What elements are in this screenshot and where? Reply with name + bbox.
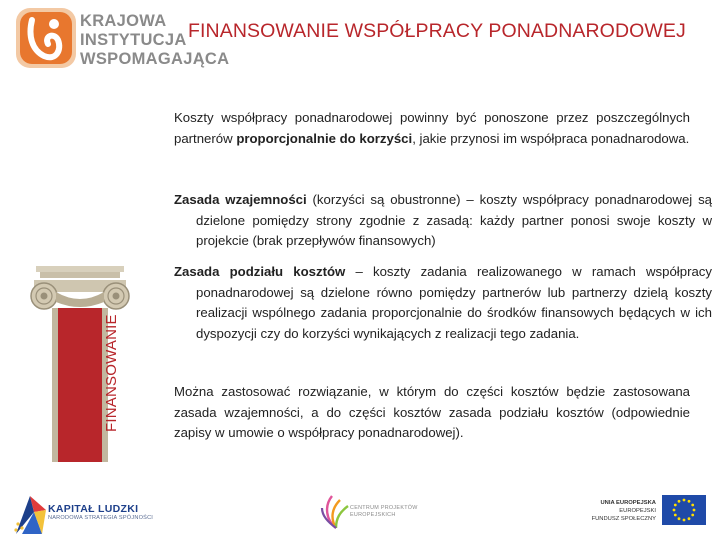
logo-line: WSPOMAGAJĄCA (80, 50, 230, 68)
eu-line: EUROPEJSKI (619, 508, 656, 514)
paragraph-text: Można zastosować rozwiązanie, w którym do części kosztów będzie zastosowana zasada wzajemności, a do części kosztów zasada podziału kosztów (odpowiednie zapisy w umowie o współpracy ponadnarodowej). (174, 384, 690, 440)
paragraph-text: Koszty współpracy ponadnarodowej powinny być ponoszone przez poszczególnych partnerów (174, 110, 690, 146)
paragraph-cost-proportional (174, 108, 690, 149)
paragraph-emphasis: Zasada podziału kosztów (174, 264, 346, 279)
vertical-section-label: FINANSOWANIE (103, 314, 120, 432)
cpe-line: EUROPEJSKICH (350, 512, 396, 518)
paragraph-text: , jakie przynosi im współpraca ponadnarodowa. (412, 130, 690, 146)
kiw-logo-mark-icon (14, 6, 78, 70)
paragraph-emphasis: Zasada wzajemności (174, 192, 307, 207)
paragraph-emphasis: proporcjonalnie do korzyści (236, 130, 413, 146)
eu-line: UNIA EUROPEJSKA (600, 500, 656, 506)
paragraph-text: – koszty zadania realizowanego w ramach współpracy ponadnarodowej są dzielone równo pomiędzy partnerów lub partnerzy dzielą koszty realizacji wspólnego zadania proporcjonalnie do środków finansowych będących w ich dyspozycji czy do korzyści wynikających z realizacji tego zadania. (196, 264, 712, 341)
logo-line: KRAJOWA (80, 12, 167, 30)
cpe-logo (320, 492, 352, 530)
paragraph-mixed-solution (174, 382, 690, 444)
cpe-line: CENTRUM PROJEKTÓW (350, 505, 418, 511)
paragraph-text: (korzyści są obustronne) – koszty współpracy ponadnarodowej są dzielone pomiędzy strony zgodnie z zasadą: każdy partner ponosi swoje koszty w projekcie (brak przepływów finansowych) (196, 192, 712, 248)
logo-line: INSTYTUCJA (80, 31, 187, 49)
eu-flag-icon (662, 495, 706, 525)
eu-line: FUNDUSZ SPOŁECZNY (591, 516, 656, 522)
kl-title: KAPITAŁ LUDZKI (48, 503, 139, 515)
paragraph-cost-sharing (174, 262, 712, 344)
kl-subtitle: NARODOWA STRATEGIA SPÓJNOŚCI (48, 515, 154, 521)
paragraph-reciprocity (174, 190, 712, 252)
page-title: FINANSOWANIE WSPÓŁPRACY PONADNARODOWEJ (188, 20, 686, 42)
cpe-text (350, 505, 418, 519)
eu-text (570, 499, 656, 523)
